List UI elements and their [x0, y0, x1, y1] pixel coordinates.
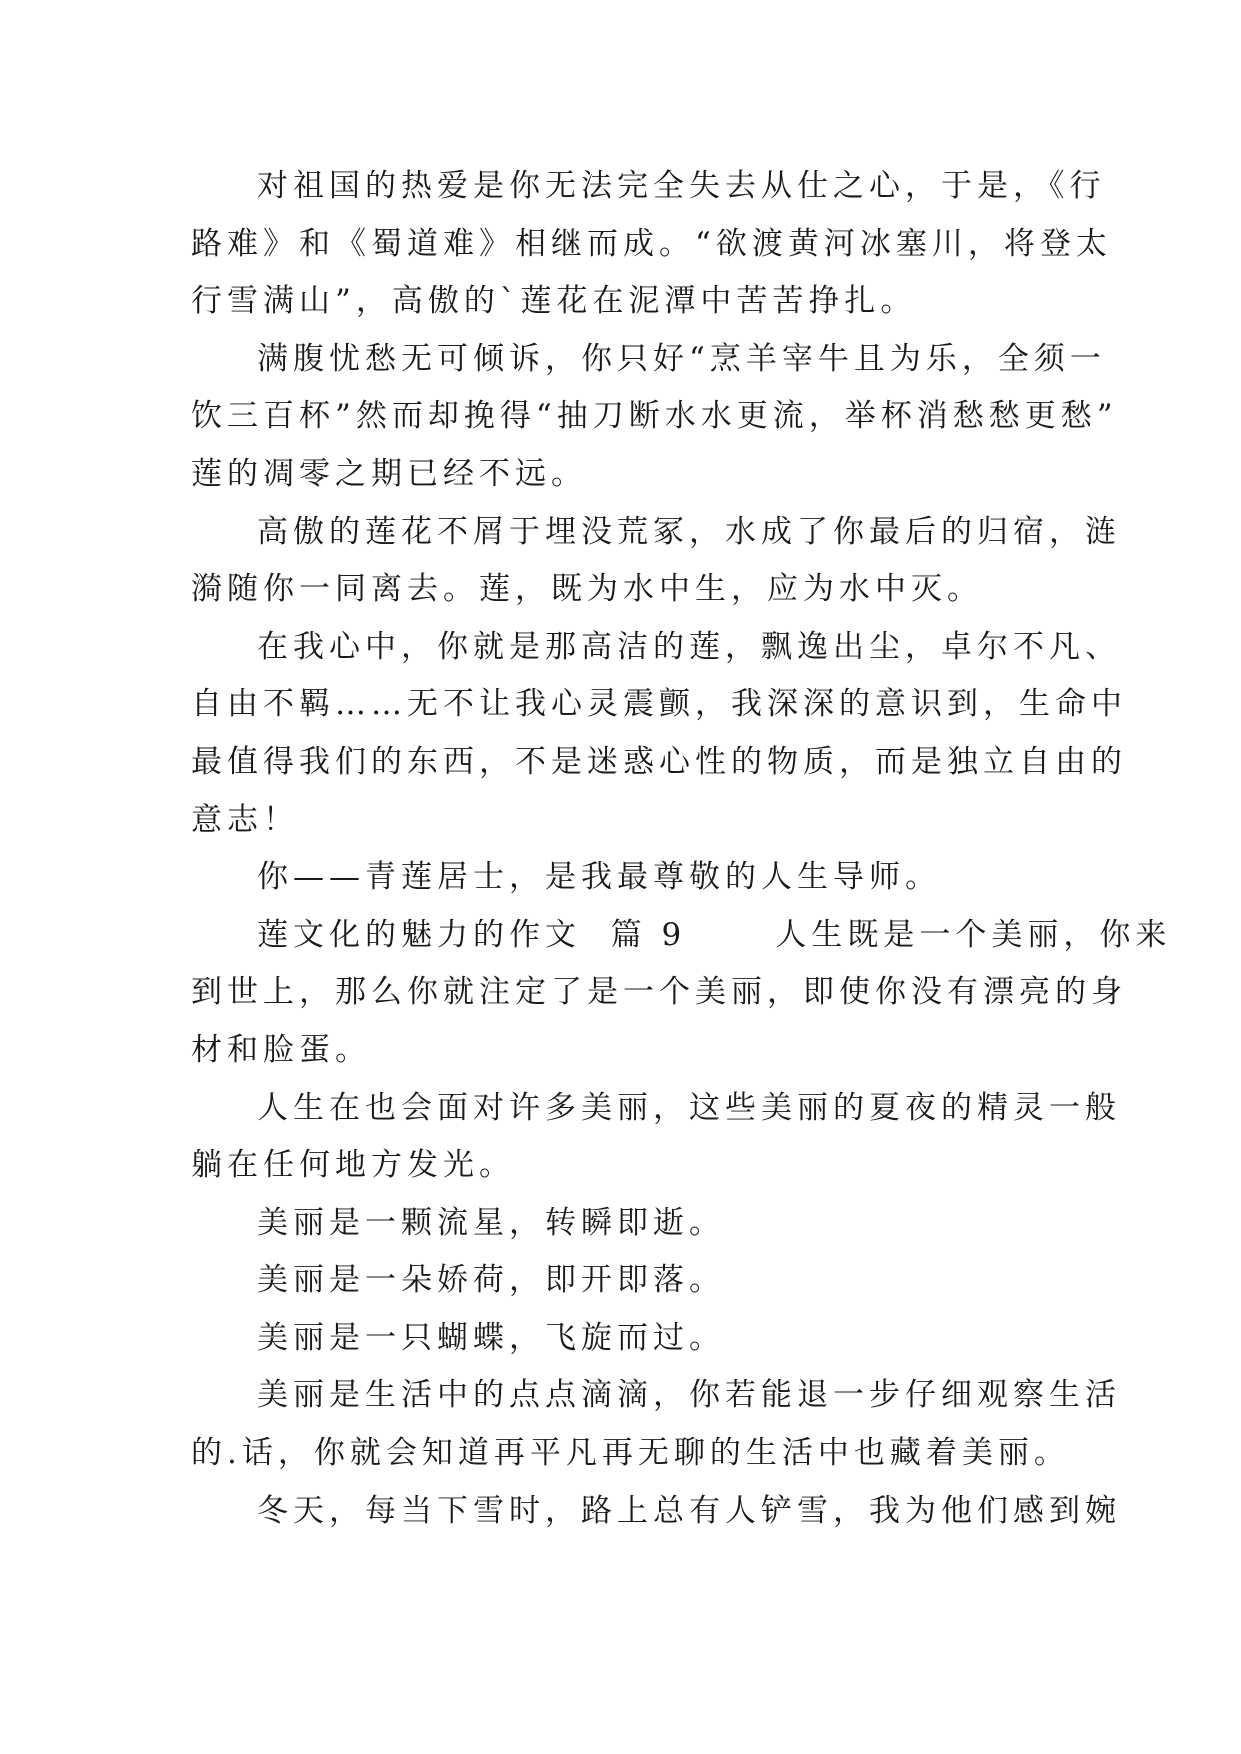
text-line: 你——青莲居士，是我最尊敬的人生导师。: [257, 859, 941, 896]
text-line: 冬天，每当下雪时，路上总有人铲雪，我为他们感到婉: [257, 1492, 1121, 1529]
text-line: 满腹忧愁无可倾诉，你只好“烹羊宰牛且为乐，全须一: [257, 340, 1106, 377]
text-line: 材和脸蛋。: [191, 1031, 371, 1068]
text-line: 美丽是生活中的点点滴滴，你若能退一步仔细观察生活: [257, 1377, 1121, 1414]
text-line: 行雪满山”，高傲的`莲花在泥潭中苦苦挣扎。: [191, 283, 917, 320]
text-line: 路难》和《蜀道难》相继而成。“欲渡黄河冰塞川，将登太: [191, 225, 1112, 262]
text-line: 自由不羁……无不让我心灵震颤，我深深的意识到，生命中: [191, 686, 1127, 723]
text-line: 美丽是一颗流星，转瞬即逝。: [257, 1204, 725, 1241]
text-line: 美丽是一朵娇荷，即开即落。: [257, 1262, 725, 1299]
text-line: 到世上，那么你就注定了是一个美丽，即使你没有漂亮的身: [191, 974, 1127, 1011]
document-page: [191, 158, 1172, 1540]
section-heading-line: 莲文化的魅力的作文 篇 9 人生既是一个美丽，你来: [257, 916, 1172, 953]
text-line: 对祖国的热爱是你无法完全失去从仕之心，于是，《行: [257, 168, 1106, 204]
text-line: 饮三百杯”然而却挽得“抽刀断水水更流，举杯消愁愁更愁”: [191, 398, 1118, 435]
text-line: 人生在也会面对许多美丽，这些美丽的夏夜的精灵一般: [257, 1089, 1121, 1126]
text-line: 躺在任何地方发光。: [191, 1147, 515, 1184]
text-line: 漪随你一同离去。莲，既为水中生，应为水中灭。: [191, 571, 983, 608]
text-line: 最值得我们的东西，不是迷惑心性的物质，而是独立自由的: [191, 743, 1127, 780]
text-line: 的.话，你就会知道再平凡再无聊的生活中也藏着美丽。: [191, 1435, 1070, 1472]
text-line: 高傲的莲花不屑于埋没荒冢，水成了你最后的归宿，涟: [257, 513, 1121, 550]
text-line: 美丽是一只蝴蝶，飞旋而过。: [257, 1319, 725, 1356]
text-line: 莲的凋零之期已经不远。: [191, 455, 587, 492]
text-line: 在我心中，你就是那高洁的莲，飘逸出尘，卓尔不凡、: [257, 628, 1121, 665]
text-line: 意志！: [191, 801, 299, 838]
